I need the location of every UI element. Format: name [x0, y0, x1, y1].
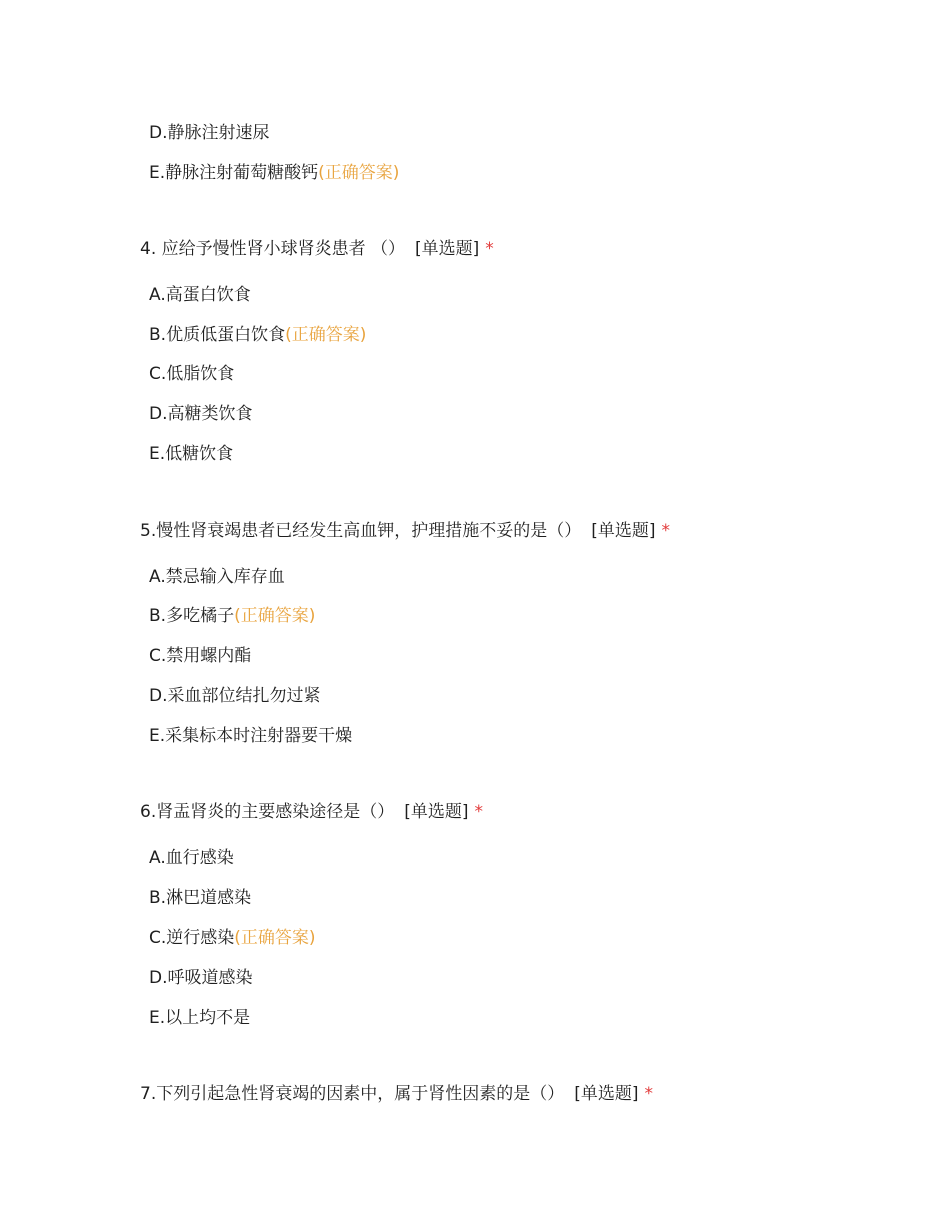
option-4e [149, 443, 233, 465]
option-5b [149, 605, 315, 627]
question-text: 7.下列引起急性肾衰竭的因素中，属于肾性因素的是（） [140, 1084, 565, 1104]
option-text: C.禁用螺内酯 [149, 646, 252, 666]
option-4c [149, 363, 234, 385]
option-5a [149, 566, 285, 588]
option-text: C.低脂饮食 [149, 364, 235, 384]
question-text: 6.肾盂肾炎的主要感染途径是（） [140, 802, 395, 822]
option-text: E.静脉注射葡萄糖酸钙 [149, 163, 319, 183]
correct-answer-mark: (正确答案) [318, 163, 400, 183]
question-6-title [140, 801, 483, 823]
option-3e [149, 162, 399, 184]
option-5d [149, 685, 321, 707]
option-6a [149, 847, 234, 869]
option-text: D.静脉注射速尿 [149, 123, 270, 143]
option-text: B.淋巴道感染 [149, 888, 252, 908]
correct-answer-mark: (正确答案) [234, 928, 316, 948]
option-text: D.呼吸道感染 [149, 968, 253, 988]
question-type: [单选题] [415, 239, 480, 259]
question-5-title [140, 520, 670, 542]
option-text: E.采集标本时注射器要干燥 [149, 726, 353, 746]
question-4-title [140, 238, 494, 260]
option-text: C.逆行感染 [149, 928, 235, 948]
option-text: D.采血部位结扎勿过紧 [149, 686, 321, 706]
correct-answer-mark: (正确答案) [285, 325, 367, 345]
question-text: 4. 应给予慢性肾小球肾炎患者 （） [140, 239, 406, 259]
option-text: B.多吃橘子 [149, 606, 235, 626]
option-text: A.禁忌输入库存血 [149, 567, 285, 587]
option-4b [149, 324, 366, 346]
option-6c [149, 927, 316, 949]
option-3d [149, 122, 270, 144]
required-asterisk: * [644, 1084, 653, 1104]
required-asterisk: * [485, 239, 494, 259]
required-asterisk: * [474, 802, 483, 822]
question-type: [单选题] [574, 1084, 639, 1104]
question-type: [单选题] [404, 802, 469, 822]
option-6e [149, 1007, 250, 1029]
required-asterisk: * [661, 521, 670, 541]
option-5c [149, 645, 251, 667]
option-6d [149, 967, 253, 989]
option-text: D.高糖类饮食 [149, 404, 253, 424]
option-text: A.血行感染 [149, 848, 234, 868]
option-text: E.以上均不是 [149, 1008, 251, 1028]
option-5e [149, 725, 352, 747]
option-4a [149, 284, 251, 306]
option-text: E.低糖饮食 [149, 444, 234, 464]
question-text: 5.慢性肾衰竭患者已经发生高血钾，护理措施不妥的是（） [140, 521, 582, 541]
option-4d [149, 403, 253, 425]
question-type: [单选题] [591, 521, 656, 541]
option-6b [149, 887, 251, 909]
option-text: A.高蛋白饮食 [149, 285, 251, 305]
correct-answer-mark: (正确答案) [234, 606, 316, 626]
question-7-title [140, 1083, 653, 1105]
option-text: B.优质低蛋白饮食 [149, 325, 286, 345]
